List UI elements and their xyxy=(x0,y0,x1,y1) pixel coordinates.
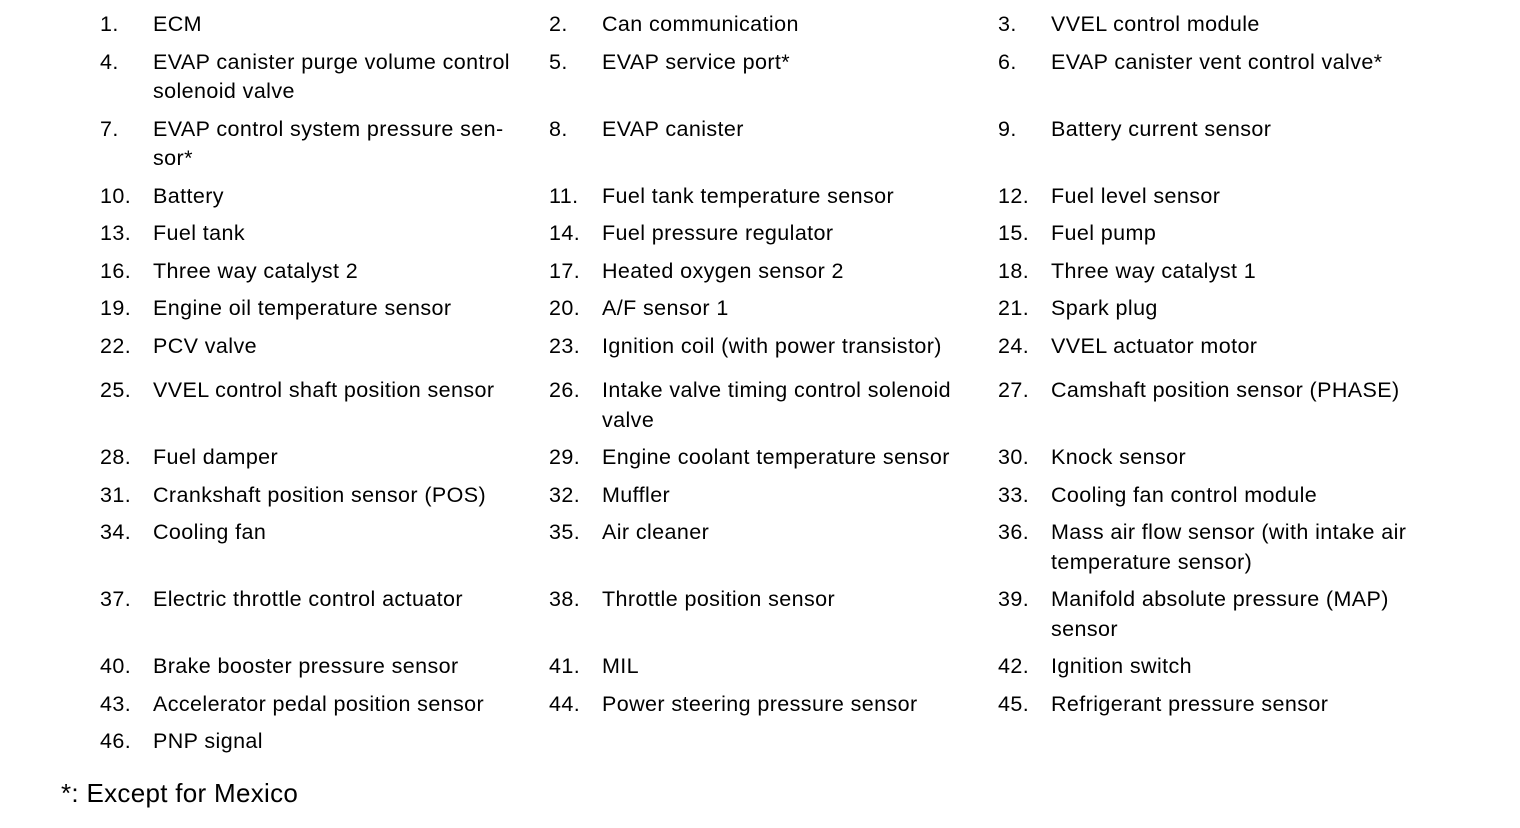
item-label: Fuel damper xyxy=(153,445,279,469)
item-label: Camshaft position sensor (PHASE) xyxy=(1051,378,1400,402)
item-label: Three way catalyst 2 xyxy=(153,258,359,283)
item-number: 8. xyxy=(549,116,568,141)
footnote: *: Except for Mexico xyxy=(61,778,299,808)
item-number: 4. xyxy=(100,49,119,74)
legend-row xyxy=(100,115,1447,182)
legend-row xyxy=(100,10,1447,48)
item-number: 31. xyxy=(100,482,132,507)
item-number: 17. xyxy=(549,258,581,283)
legend-row xyxy=(100,257,1447,295)
item-label: PCV valve xyxy=(153,333,257,358)
item-number: 19. xyxy=(100,296,132,320)
item-number: 29. xyxy=(549,445,581,469)
item-label: Electric throttle control actuator xyxy=(153,587,463,611)
item-number: 1. xyxy=(100,12,119,36)
item-label: Fuel pressure regulator xyxy=(602,221,834,245)
item-label: Mass air flow sensor (with intake air temperature sensor) xyxy=(1051,520,1407,574)
item-label: EVAP canister purge volume control solenoid valve xyxy=(153,49,510,103)
item-number: 26. xyxy=(549,378,581,402)
item-number: 5. xyxy=(549,49,568,74)
item-label: Air cleaner xyxy=(602,520,710,544)
item-number: 23. xyxy=(549,333,581,358)
item-label: Brake booster pressure sensor xyxy=(153,654,459,678)
item-number: 14. xyxy=(549,221,581,245)
legend-row xyxy=(100,652,1447,690)
item-label: VVEL control shaft position sensor xyxy=(153,378,495,402)
item-number: 18. xyxy=(998,258,1030,283)
item-number: 46. xyxy=(100,729,132,753)
legend-row xyxy=(100,219,1447,257)
item-label: MIL xyxy=(602,654,640,678)
item-label: Cooling fan control module xyxy=(1051,482,1318,507)
item-number: 3. xyxy=(998,12,1017,36)
item-number: 34. xyxy=(100,520,132,544)
item-number: 36. xyxy=(998,520,1030,544)
item-label: A/F sensor 1 xyxy=(602,296,729,320)
legend-row xyxy=(100,518,1447,585)
legend-row xyxy=(100,727,1447,765)
item-number: 6. xyxy=(998,49,1017,74)
item-label: Engine oil temperature sensor xyxy=(153,296,452,320)
item-number: 21. xyxy=(998,296,1030,320)
item-label: Refrigerant pressure sensor xyxy=(1051,691,1329,716)
item-number: 9. xyxy=(998,116,1017,141)
item-label: Fuel level sensor xyxy=(1051,183,1221,208)
item-label: Three way catalyst 1 xyxy=(1051,258,1257,283)
item-number: 15. xyxy=(998,221,1030,245)
item-number: 28. xyxy=(100,445,132,469)
legend-row xyxy=(100,585,1447,652)
item-label: Can communication xyxy=(602,12,799,36)
item-label: Throttle position sensor xyxy=(602,587,836,611)
item-number: 41. xyxy=(549,654,581,678)
item-number: 25. xyxy=(100,378,132,402)
legend-row xyxy=(100,690,1447,728)
item-number: 39. xyxy=(998,587,1030,611)
item-label: Ignition coil (with power transistor) xyxy=(602,333,942,358)
item-number: 30. xyxy=(998,445,1030,469)
component-legend-table xyxy=(100,10,1447,765)
item-label: ECM xyxy=(153,12,202,36)
item-label: PNP signal xyxy=(153,729,263,753)
item-label: Engine coolant temperature sensor xyxy=(602,445,950,469)
item-label: Knock sensor xyxy=(1051,445,1187,469)
item-number: 45. xyxy=(998,691,1030,716)
legend-row xyxy=(100,443,1447,481)
item-label: EVAP service port* xyxy=(602,49,791,74)
item-label: Manifold absolute pressure (MAP) sensor xyxy=(1051,587,1389,641)
item-label: Fuel tank temperature sensor xyxy=(602,183,895,208)
item-number: 12. xyxy=(998,183,1030,208)
item-label: Crankshaft position sensor (POS) xyxy=(153,482,487,507)
item-number: 27. xyxy=(998,378,1030,402)
item-number: 20. xyxy=(549,296,581,320)
item-label: Intake valve timing control solenoid valve xyxy=(602,378,952,432)
item-number: 13. xyxy=(100,221,132,245)
legend-row xyxy=(100,332,1447,370)
item-label: Cooling fan xyxy=(153,520,267,544)
item-label: Fuel tank xyxy=(153,221,246,245)
item-number: 37. xyxy=(100,587,132,611)
item-number: 2. xyxy=(549,12,568,36)
item-label: Heated oxygen sensor 2 xyxy=(602,258,844,283)
item-number: 43. xyxy=(100,691,132,716)
item-number: 42. xyxy=(998,654,1030,678)
item-number: 33. xyxy=(998,482,1030,507)
item-number: 22. xyxy=(100,333,132,358)
item-label: Spark plug xyxy=(1051,296,1158,320)
item-label: EVAP control system pressure sen- sor* xyxy=(153,116,504,170)
item-label: VVEL control module xyxy=(1051,12,1260,36)
legend-row xyxy=(100,369,1447,443)
item-label: Power steering pressure sensor xyxy=(602,691,918,716)
item-number: 11. xyxy=(549,183,579,208)
legend-row xyxy=(100,48,1447,115)
item-label: Muffler xyxy=(602,482,671,507)
item-label: Battery current sensor xyxy=(1051,116,1272,141)
item-label: VVEL actuator motor xyxy=(1051,333,1258,358)
item-number: 10. xyxy=(100,183,132,208)
item-number: 38. xyxy=(549,587,581,611)
item-label: Battery xyxy=(153,183,224,208)
item-number: 44. xyxy=(549,691,581,716)
item-label: Ignition switch xyxy=(1051,654,1193,678)
legend-row xyxy=(100,294,1447,332)
item-number: 16. xyxy=(100,258,132,283)
item-number: 7. xyxy=(100,116,119,141)
item-number: 35. xyxy=(549,520,581,544)
item-number: 32. xyxy=(549,482,581,507)
legend-row xyxy=(100,182,1447,220)
item-label: Accelerator pedal position sensor xyxy=(153,691,485,716)
item-label: EVAP canister vent control valve* xyxy=(1051,49,1383,74)
item-number: 24. xyxy=(998,333,1030,358)
item-label: EVAP canister xyxy=(602,116,744,141)
item-number: 40. xyxy=(100,654,132,678)
item-label: Fuel pump xyxy=(1051,221,1157,245)
legend-row xyxy=(100,481,1447,519)
